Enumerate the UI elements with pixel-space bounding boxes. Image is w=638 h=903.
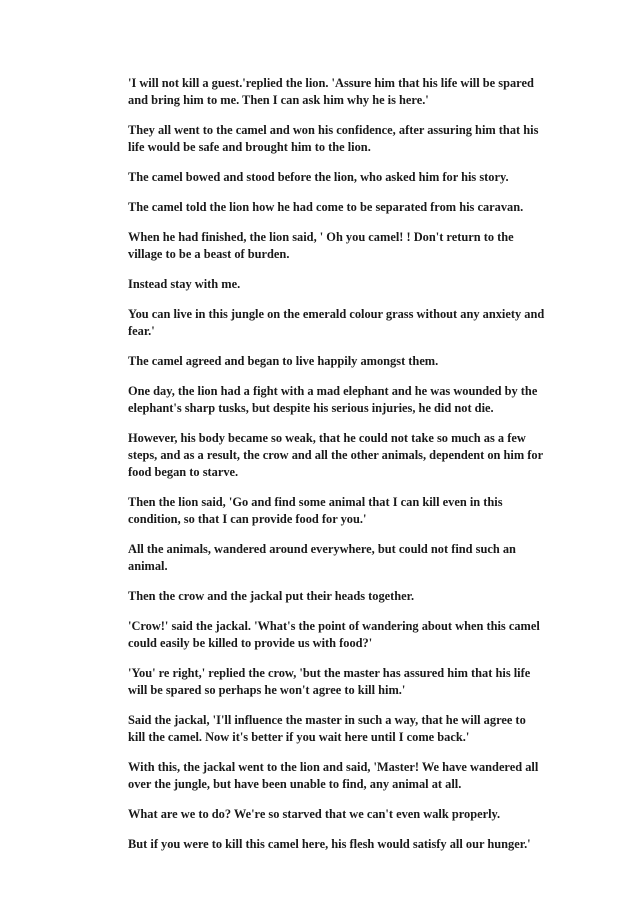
paragraph: The camel bowed and stood before the lion, who asked him for his story. — [128, 170, 509, 184]
paragraph: They all went to the camel and won his confidence, after assuring him that his life would be safe and brought him to the lion. — [128, 123, 539, 154]
paragraph: With this, the jackal went to the lion and said, 'Master! We have wandered all over the jungle, but have been unable to find, any animal at all. — [128, 760, 539, 791]
paragraph: But if you were to kill this camel here, his flesh would satisfy all our hunger.' — [128, 837, 531, 851]
paragraph: All the animals, wandered around everywhere, but could not find such an animal. — [128, 542, 516, 573]
paragraph: Instead stay with me. — [128, 277, 241, 291]
paragraph: The camel told the lion how he had come to be separated from his caravan. — [128, 200, 524, 214]
paragraph: Then the lion said, 'Go and find some animal that I can kill even in this condition, so that I can provide food for you.' — [128, 495, 503, 526]
paragraph: 'Crow!' said the jackal. 'What's the point of wandering about when this camel could easily be killed to provide us with food?' — [128, 619, 540, 650]
document-body — [128, 75, 568, 866]
paragraph: 'You' re right,' replied the crow, 'but the master has assured him that his life will be spared so perhaps he won't agree to kill him.' — [128, 666, 531, 697]
paragraph: However, his body became so weak, that he could not take so much as a few steps, and as a result, the crow and all the other animals, dependent on him for food began to starve. — [128, 431, 544, 479]
paragraph: Then the crow and the jackal put their heads together. — [128, 589, 415, 603]
paragraph: 'I will not kill a guest.'replied the lion. 'Assure him that his life will be spared and bring him to me. Then I can ask him why he is here.' — [128, 76, 534, 107]
paragraph: What are we to do? We're so starved that we can't even walk properly. — [128, 807, 501, 821]
paragraph: You can live in this jungle on the emerald colour grass without any anxiety and fear.' — [128, 307, 545, 338]
paragraph: Said the jackal, 'I'll influence the master in such a way, that he will agree to kill the camel. Now it's better if you wait here until I come back.' — [128, 713, 526, 744]
paragraph: One day, the lion had a fight with a mad elephant and he was wounded by the elephant's sharp tusks, but despite his serious injuries, he did not die. — [128, 384, 538, 415]
paragraph: The camel agreed and began to live happily amongst them. — [128, 354, 439, 368]
paragraph: When he had finished, the lion said, ' Oh you camel! ! Don't return to the village to be a beast of burden. — [128, 230, 514, 261]
